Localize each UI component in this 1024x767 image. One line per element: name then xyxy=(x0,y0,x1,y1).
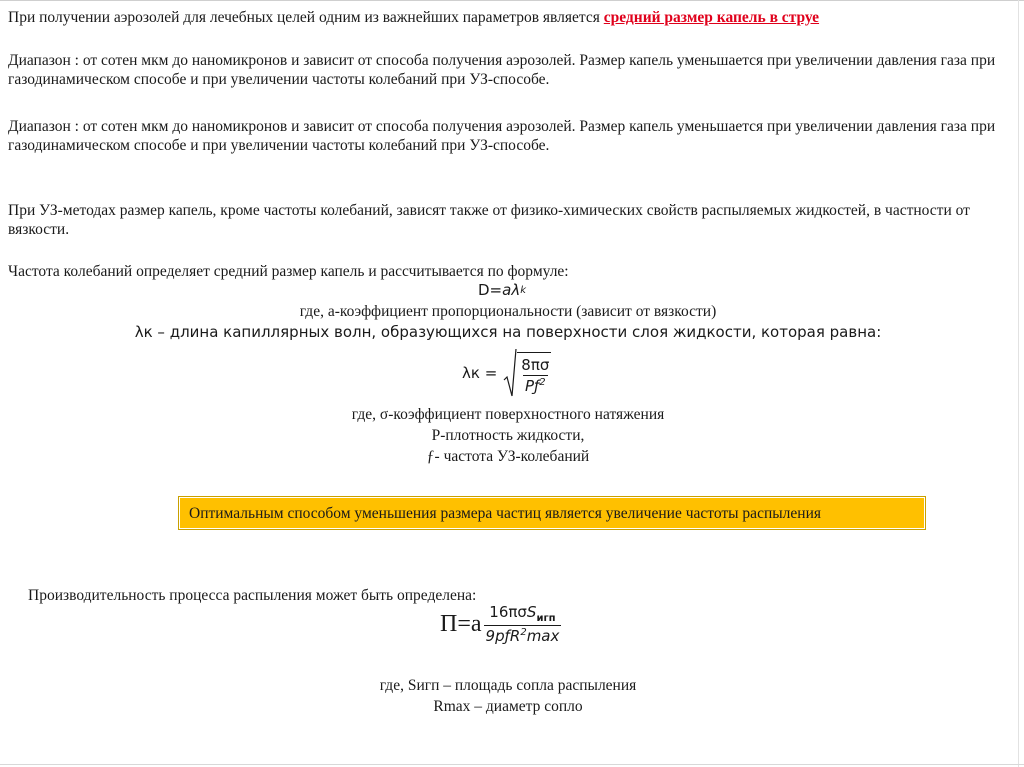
formula-pi-den-exp: 2 xyxy=(520,627,527,638)
formula-lambda-den-f: ƒ xyxy=(534,376,540,395)
formula-lambda-denominator xyxy=(523,375,548,395)
formula-lambda-den-p: P xyxy=(524,376,535,395)
formula-lambda-frac xyxy=(517,352,551,395)
intro-paragraph xyxy=(8,8,1008,27)
formula-pi xyxy=(440,603,561,645)
callout-box xyxy=(178,496,926,530)
where-f: ƒ- частота УЗ-колебаний xyxy=(426,448,590,465)
uz-methods-paragraph: При УЗ-методах размер капель, кроме частоты колебаний, зависят также от физико-химических свойств распыляемых жидкостей, в частности от вязкости. xyxy=(8,202,970,238)
lambda-line: λк – длина капиллярных волн, образующихся на поверхности слоя жидкости, которая равна: xyxy=(134,323,882,341)
where-s: где, Sигп – площадь сопла распыления xyxy=(379,677,637,694)
formula-pi-numerator xyxy=(487,603,557,625)
formula-d-lambda: λ xyxy=(511,281,521,299)
where-a: где, а-коэффициент пропорциональности (зависит от вязкости) xyxy=(299,303,717,320)
right-rule xyxy=(1018,0,1019,767)
formula-pi-num-s: S xyxy=(526,603,537,621)
formula-pi-den-main: 9pƒR xyxy=(485,627,521,645)
formula-lambda-lhs: λк = xyxy=(462,364,498,382)
intro-highlight: средний размер капель в струе xyxy=(603,9,820,26)
formula-pi-lhs: П=а xyxy=(440,610,482,637)
formula-d xyxy=(478,281,526,299)
formula-pi-num-sub: игп xyxy=(536,613,556,624)
formula-lambda xyxy=(462,348,551,398)
formula-d-sub: k xyxy=(520,284,527,296)
formula-pi-frac xyxy=(484,603,562,645)
callout-text: Оптимальным способом уменьшения размера частиц является увеличение частоты распыления xyxy=(189,505,821,522)
sqrt-sign xyxy=(503,348,517,398)
productivity-intro: Производительность процесса распыления может быть определена: xyxy=(28,587,477,604)
frequency-intro: Частота колебаний определяет средний размер капель и рассчитывается по формуле: xyxy=(8,263,569,280)
formula-d-a: a xyxy=(502,281,512,299)
where-p: Р-плотность жидкости, xyxy=(431,427,585,444)
formula-d-lhs: D= xyxy=(478,281,503,299)
where-rmax: Rmax – диаметр сопло xyxy=(433,698,583,715)
range-paragraph-2: Диапазон : от сотен мкм до наномикронов и зависит от способа получения аэрозолей. Размер капель уменьшается при увеличении давления газа при газодинамическом способе и при увеличении частоты колебаний при УЗ-способе. xyxy=(8,118,996,154)
range-paragraph-1: Диапазон : от сотен мкм до наномикронов и зависит от способа получения аэрозолей. Размер капель уменьшается при увеличении давления газа при газодинамическом способе и при увеличении частоты колебаний при УЗ-способе. xyxy=(8,52,996,88)
formula-lambda-numerator: 8πσ xyxy=(521,355,550,374)
where-sigma: где, σ-коэффициент поверхностного натяжения xyxy=(351,406,665,423)
intro-prefix: При получении аэрозолей для лечебных целей одним из важнейших параметров является xyxy=(8,9,604,26)
bottom-rule xyxy=(0,764,1024,765)
formula-pi-den-tail: max xyxy=(526,627,560,645)
formula-pi-num-main: 16πσ xyxy=(489,603,527,621)
formula-pi-denominator xyxy=(484,625,562,645)
top-rule xyxy=(0,0,1024,1)
formula-lambda-den-exp: 2 xyxy=(539,376,546,388)
